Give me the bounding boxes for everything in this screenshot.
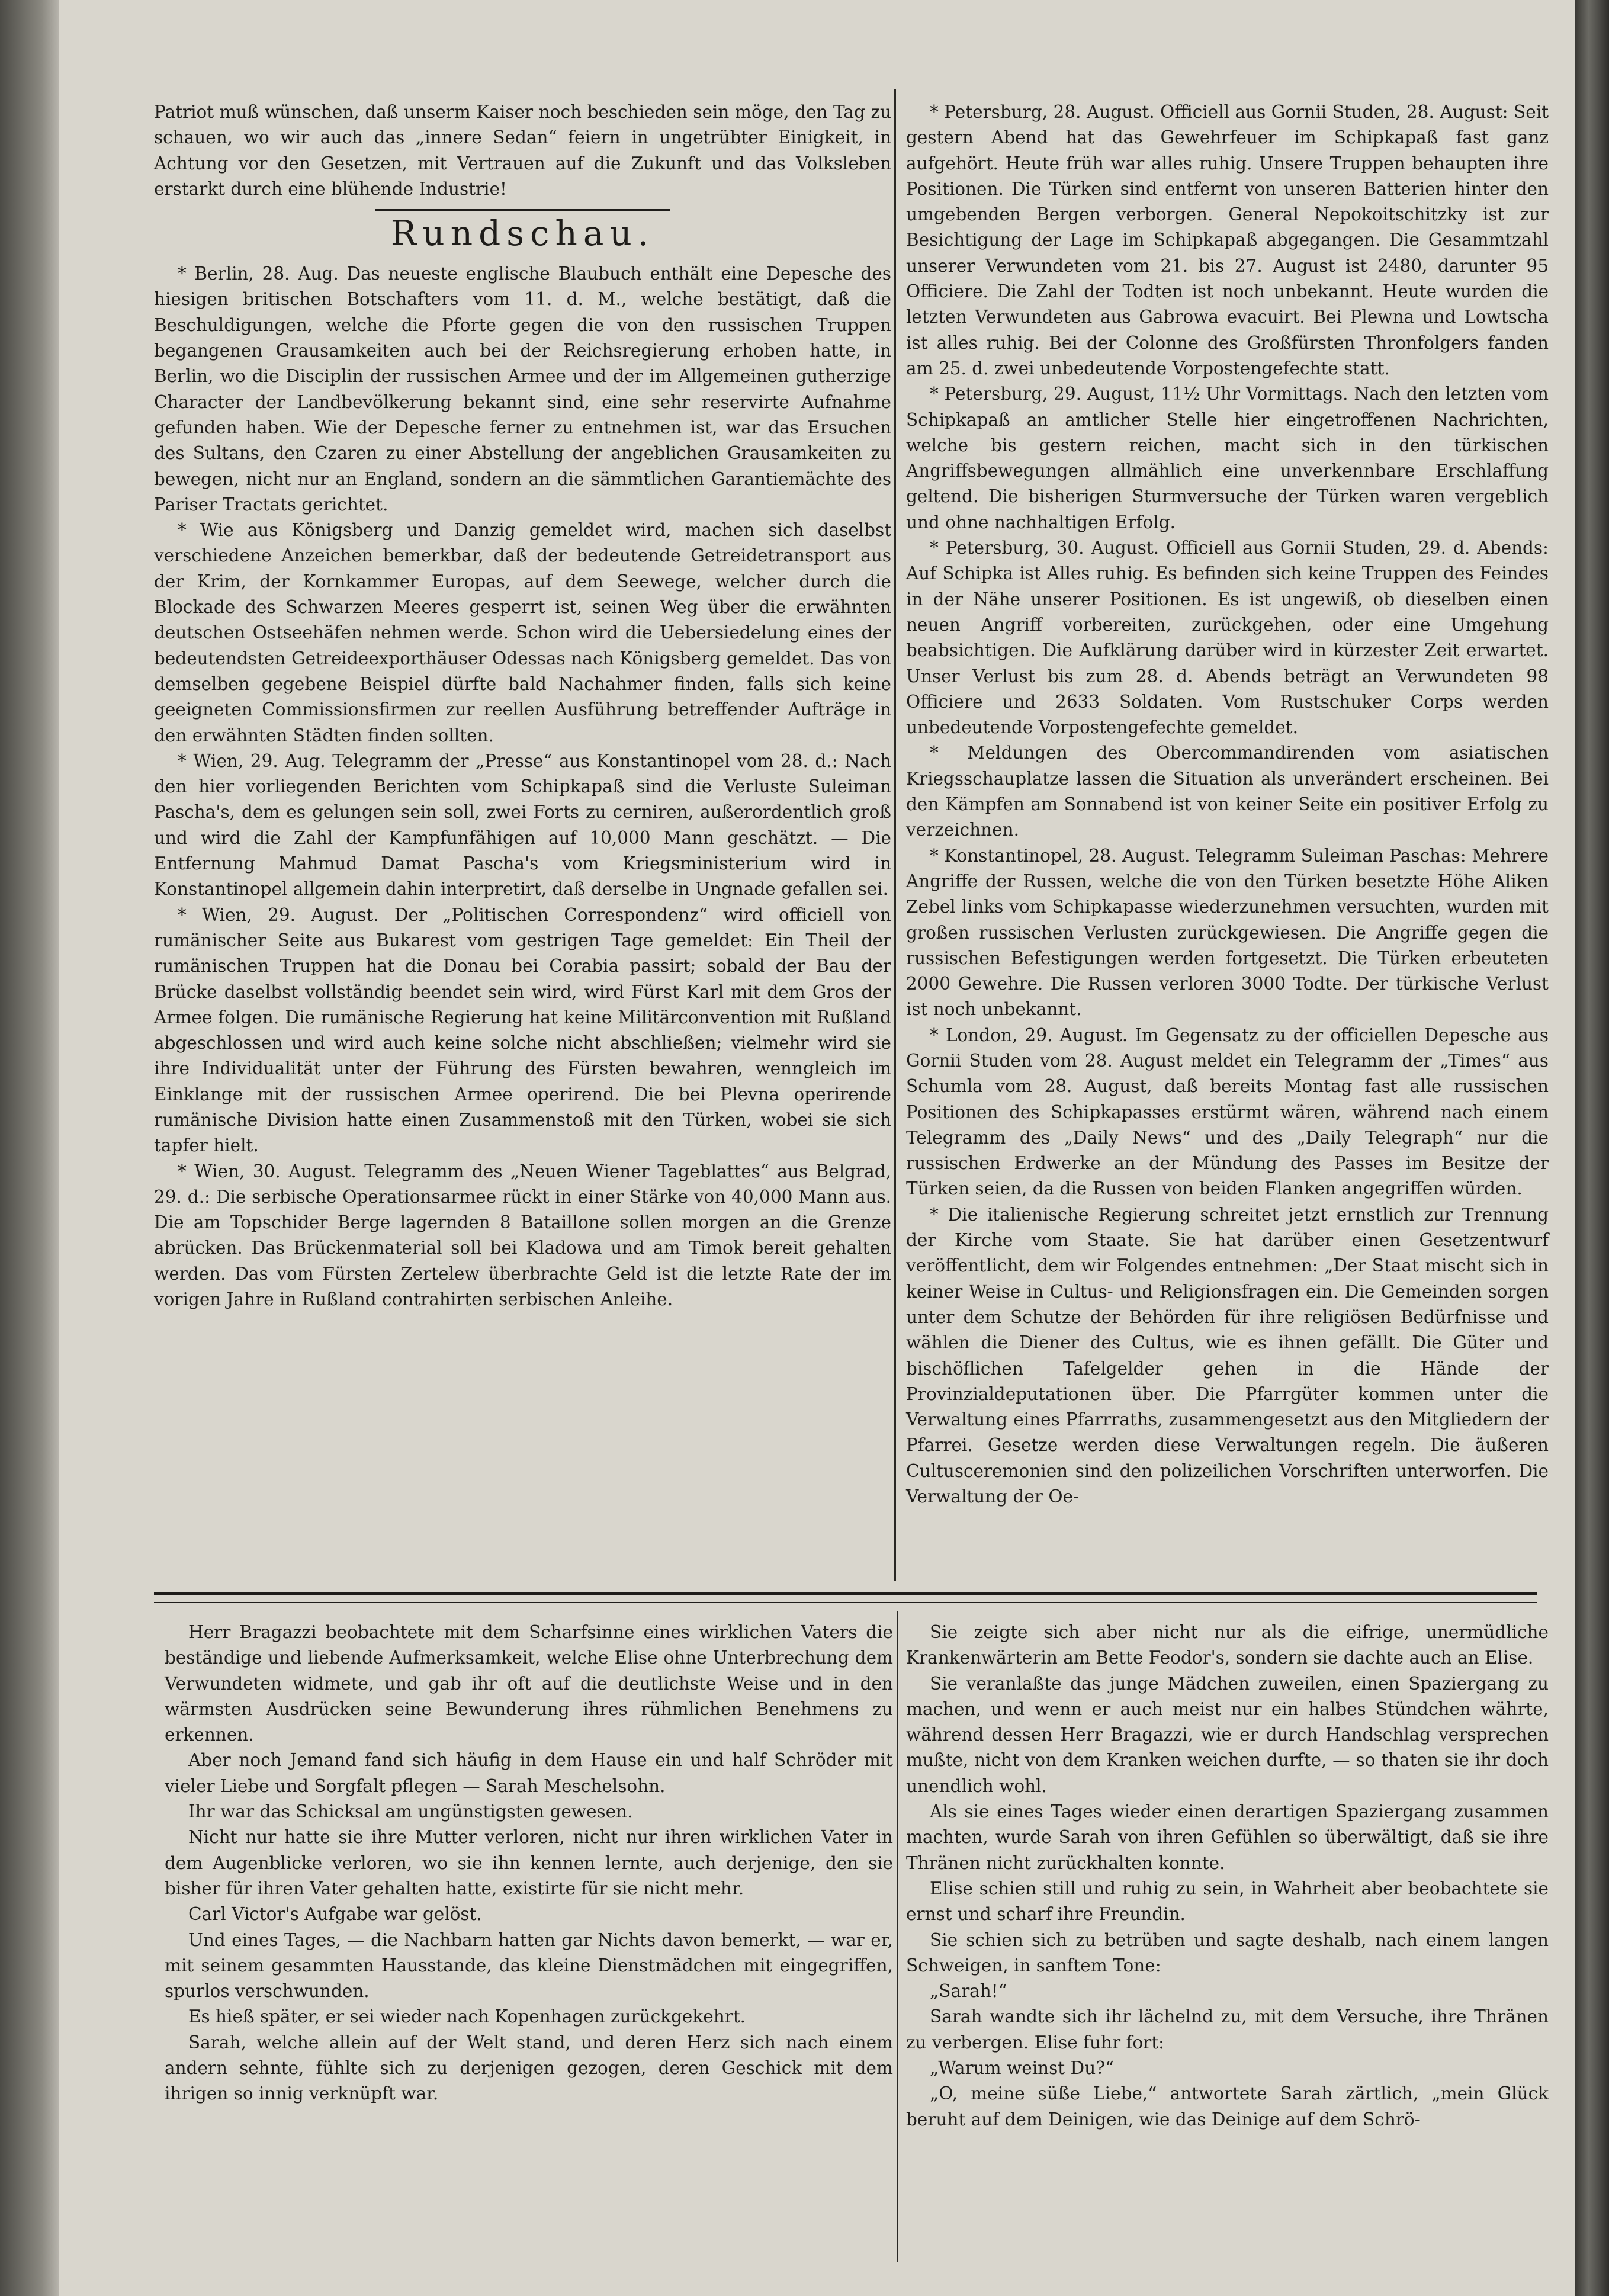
news-item: * London, 29. August. Im Gegensatz zu der officiellen Depesche aus Gornii Studen vom 28. August meldet ein Telegramm der „Times“ aus Schumla vom 28. August, daß bereits Montag fast alle russischen Positionen des Schipkapasses erstürmt wären, während nach einem Telegramm des „Daily News“ und des „Daily Telegraph“ nur die russischen Erdwerke an der Mündung des Passes im Besitze der Türken seien, da die Russen von beiden Flanken angegriffen würden. — [906, 1025, 1549, 1199]
story-paragraph: „Sarah!“ — [930, 1981, 1007, 2002]
column-divider-top — [894, 89, 896, 1581]
book-spine-right — [1575, 0, 1609, 2296]
section-heading-rundschau: Rundschau. — [154, 214, 891, 253]
news-item: * Wien, 29. August. Der „Politischen Correspondenz“ wird officiell von rumänischer Seite aus Bukarest vom gestrigen Tage gemeldet: Ein Theil der rumänischen Truppen hat die Donau bei Corabia passirt; sobald der Bau der Brücke daselbst vollständig beendet sein wird, wird Fürst Karl mit dem Gros der Armee folgen. Die rumänische Regierung hat keine Militärconvention mit Rußland abgeschlossen und wird auch keine solche nicht abschließen; vielmehr wird sie ihre Individualität unter der Führung des Fürsten bewahren, wenngleich im Einklange mit der russischen Armee operirend. Die bei Plevna operirende rumänische Division hatte einen Zusammenstoß mit den Türken, wobei sie sich tapfer hielt. — [154, 904, 891, 1156]
book-gutter-left — [0, 0, 59, 2296]
news-column-right — [906, 99, 1549, 1510]
story-paragraph: Nicht nur hatte sie ihre Mutter verloren, nicht nur ihren wirklichen Vater in dem Augenblicke verloren, wo sie ihn kennen lernte, auch derjenige, den sie bisher für ihren Vater gehalten hatte, existirte für sie nicht mehr. — [165, 1827, 893, 1899]
feuilleton-column-left — [165, 1620, 893, 2107]
news-item: * Wie aus Königsberg und Danzig gemeldet wird, machen sich daselbst verschiedene Anzeichen bemerkbar, daß der bedeutende Getreidetransport aus der Krim, der Kornkammer Europas, auf dem Seewege, welcher durch die Blockade des Schwarzen Meeres gesperrt ist, seinen Weg über die erwähnten deutschen Ostseehäfen nehmen werde. Schon wird die Uebersiedelung eines der bedeutendsten Getreideexporthäuser Odessas nach Königsberg gemeldet. Das von demselben gegebene Beispiel dürfte bald Nachahmer finden, falls sich keine geeigneten Commissionsfirmen zur reellen Ausführung betreffender Aufträge in den erwähnten Städten finden sollten. — [154, 520, 891, 746]
news-item: * Konstantinopel, 28. August. Telegramm Suleiman Paschas: Mehrere Angriffe der Russen, welche die von den Türken besetzte Höhe Aliken Zebel links vom Schipkapasse wiederzunehmen versuchten, wurden mit großen russischen Verlusten zurückgewiesen. Die Angriffe gegen die russischen Befestigungen werden fortgesetzt. Die Türken erbeuteten 2000 Gewehre. Die Russen verloren 3000 Todte. Der türkische Verlust ist noch unbekannt. — [906, 845, 1549, 1020]
story-paragraph: Herr Bragazzi beobachtete mit dem Scharfsinne eines wirklichen Vaters die beständige und liebende Aufmerksamkeit, welche Elise ohne Unterbrechung dem Verwundeten widmete, und gab ihr oft auf die deutlichste Weise und in den wärmsten Ausdrücken seine Bewunderung ihres rühmlichen Benehmens zu erkennen. — [165, 1622, 893, 1745]
news-item: * Petersburg, 29. August, 11½ Uhr Vormittags. Nach den letzten vom Schipkapaß an amtlicher Stelle hier eingetroffenen Nachrichten, welche bis gestern reichen, macht sich in den türkischen Angriffsbewegungen allmählich eine unverkennbare Erschlaffung geltend. Die bisherigen Sturmversuche der Türken waren vergeblich und ohne nachhaltigen Erfolg. — [906, 384, 1549, 532]
column-divider-bottom — [897, 1611, 898, 2262]
feuilleton-separator-thin — [154, 1602, 1537, 1603]
story-paragraph: Es hieß später, er sei wieder nach Kopenhagen zurückgekehrt. — [188, 2006, 746, 2027]
news-item: * Berlin, 28. Aug. Das neueste englische Blaubuch enthält eine Depesche des hiesigen britischen Botschafters vom 11. d. M., welche bestätigt, daß die Beschuldigungen, welche die Pforte gegen die von den russischen Truppen begangenen Grausamkeiten auch bei der Reichsregierung erhoben hatte, in Berlin, wo die Disciplin der russischen Armee und der im Allgemeinen gutherzige Character der Landbevölkerung bekannt sind, eine sehr reservirte Aufnahme gefunden haben. Wie der Depesche ferner zu entnehmen ist, war das Ersuchen des Sultans, den Czaren zu einer Abstellung der angeblichen Grausamkeiten zu bewegen, nicht nur an England, sondern an die sämmtlichen Garantiemächte des Pariser Tractats gerichtet. — [154, 264, 891, 515]
story-paragraph: Und eines Tages, — die Nachbarn hatten gar Nichts davon bemerkt, — war er, mit seinem gesammten Hausstande, das kleine Dienstmädchen mit eingegriffen, spurlos verschwunden. — [165, 1929, 893, 2002]
news-item: * Petersburg, 30. August. Officiell aus Gornii Studen, 29. d. Abends: Auf Schipka ist Alles ruhig. Es befinden sich keine Truppen des Feindes in der Nähe unserer Positionen. Es ist ungewiß, ob dieselben einen neuen Angriff vorbereiten, zurückgehen, oder eine Umgehung beabsichtigen. Die Aufklärung darüber wird in kürzester Zeit erwartet. Unser Verlust bis zum 28. d. Abends beträgt an Verwundeten 98 Officiere und 2633 Soldaten. Vom Rustschuker Corps werden unbedeutende Vorpostengefechte gemeldet. — [906, 538, 1549, 738]
intro-paragraph: Patriot muß wünschen, daß unserm Kaiser noch beschieden sein möge, den Tag zu schauen, wo wir auch das „innere Sedan“ feiern in ungetrübter Einigkeit, in Achtung vor den Gesetzen, mit Vertrauen auf die Zukunft und das Volksleben erstarkt durch eine blühende Industrie! — [154, 102, 891, 199]
story-paragraph: Als sie eines Tages wieder einen derartigen Spaziergang zusammen machten, wurde Sarah von ihren Gefühlen so überwältigt, daß sie ihre Thränen nicht zurückhalten konnte. — [906, 1802, 1549, 1873]
feuilleton-column-right — [906, 1620, 1549, 2133]
story-paragraph: Sarah wandte sich ihr lächelnd zu, mit dem Versuche, ihre Thränen zu verbergen. Elise fuhr fort: — [906, 2006, 1549, 2053]
story-paragraph: Ihr war das Schicksal am ungünstigsten gewesen. — [188, 1802, 633, 1822]
news-item: * Wien, 30. August. Telegramm des „Neuen Wiener Tageblattes“ aus Belgrad, 29. d.: Die serbische Operationsarmee rückt in einer Stärke von 40,000 Mann aus. Die am Topschider Berge lagernden 8 Bataillone sollen morgen an die Grenze abrücken. Das Brückenmaterial soll bei Kladowa und am Timok bereit gehalten werden. Das vom Fürsten Zertelew überbrachte Geld ist die letzte Rate der im vorigen Jahre in Rußland contrahirten serbischen Anleihe. — [154, 1161, 891, 1310]
story-paragraph: Sie zeigte sich aber nicht nur als die eifrige, unermüdliche Krankenwärterin am Bette Feodor's, sondern sie dachte auch an Elise. — [906, 1622, 1549, 1668]
news-item: * Meldungen des Obercommandirenden vom asiatischen Kriegsschauplatze lassen die Situation als unverändert erscheinen. Bei den Kämpfen am Sonnabend ist von keiner Seite ein positiver Erfolg zu verzeichnen. — [906, 743, 1549, 840]
story-paragraph: „Warum weinst Du?“ — [930, 2058, 1115, 2079]
news-item: * Die italienische Regierung schreitet jetzt ernstlich zur Trennung der Kirche vom Staate. Sie hat darüber einen Gesetzentwurf veröffentlicht, dem wir Folgendes entnehmen: „Der Staat mischt sich in keiner Weise in Cultus- und Religionsfragen ein. Die Gemeinden sorgen unter dem Schutze der Behörden für ihre religiösen Bedürfnisse und wählen die Diener des Cultus, wie es ihnen gefällt. Die Güter und bischöflichen Tafelgelder gehen in die Hände der Provinzialdeputationen über. Die Pfarrgüter kommen unter die Verwaltung eines Pfarrraths, zusammengesetzt aus den Mitgliedern der Pfarrei. Gesetze werden diese Verwaltungen regeln. Die äußeren Cultusceremonien sind den polizeilichen Vorschriften unterworfen. Die Verwaltung der Oe- — [906, 1204, 1549, 1507]
news-item: * Petersburg, 28. August. Officiell aus Gornii Studen, 28. August: Seit gestern Abend hat das Gewehrfeuer im Schipkapaß fast ganz aufgehört. Heute früh war alles ruhig. Unsere Truppen behaupten ihre Positionen. Die Türken sind entfernt von unseren Batterien hinter den umgebenden Bergen verborgen. General Nepokoitschitzky ist zur Besichtigung der Lage im Schipkapaß abgegangen. Die Gesammtzahl unserer Verwundeten vom 21. bis 27. August ist 2480, darunter 95 Officiere. Die Zahl der Todten ist noch unbekannt. Heute wurden die letzten Verwundeten aus Gabrowa evacuirt. Bei Plewna und Lowtscha ist alles ruhig. Bei der Colonne des Großfürsten Thronfolgers fanden am 25. d. zwei unbedeutende Vorpostengefechte statt. — [906, 102, 1549, 378]
news-item: * Wien, 29. Aug. Telegramm der „Presse“ aus Konstantinopel vom 28. d.: Nach den hier vorliegenden Berichten vom Schipkapaß sind die Verluste Suleiman Pascha's, dem es gelungen sein soll, zwei Forts zu cerniren, außerordentlich groß und wird die Zahl der Kampfunfähigen auf 10,000 Mann geschätzt. — Die Entfernung Mahmud Damat Pascha's vom Kriegsministerium wird in Konstantinopel allgemein dahin interpretirt, daß derselbe in Ungnade gefallen sei. — [154, 750, 891, 900]
story-paragraph: Sie veranlaßte das junge Mädchen zuweilen, einen Spaziergang zu machen, und wenn er auch meist nur ein halbes Stündchen währte, während dessen Herr Bragazzi, wie er durch Handschlag versprechen mußte, nicht von dem Kranken weichen durfte, — so thaten sie ihr doch unendlich wohl. — [906, 1673, 1549, 1796]
story-paragraph: Aber noch Jemand fand sich häufig in dem Hause ein und half Schröder mit vieler Liebe und Sorgfalt pflegen — Sarah Meschelsohn. — [165, 1750, 893, 1796]
story-paragraph: „O, meine süße Liebe,“ antwortete Sarah zärtlich, „mein Glück beruht auf dem Deinigen, wie das Deinige auf dem Schrö- — [906, 2083, 1549, 2130]
story-paragraph: Sarah, welche allein auf der Welt stand, und deren Herz sich nach einem andern sehnte, fühlte sich zu derjenigen gezogen, deren Geschick mit dem ihrigen so innig verknüpft war. — [165, 2032, 893, 2104]
feuilleton-separator — [154, 1592, 1537, 1595]
story-paragraph: Sie schien sich zu betrüben und sagte deshalb, nach einem langen Schweigen, in sanftem Tone: — [906, 1929, 1549, 1976]
story-paragraph: Elise schien still und ruhig zu sein, in Wahrheit aber beobachtete sie ernst und scharf ihre Freundin. — [906, 1878, 1549, 1925]
story-paragraph: Carl Victor's Aufgabe war gelöst. — [188, 1904, 482, 1925]
news-column-left — [154, 99, 891, 1312]
